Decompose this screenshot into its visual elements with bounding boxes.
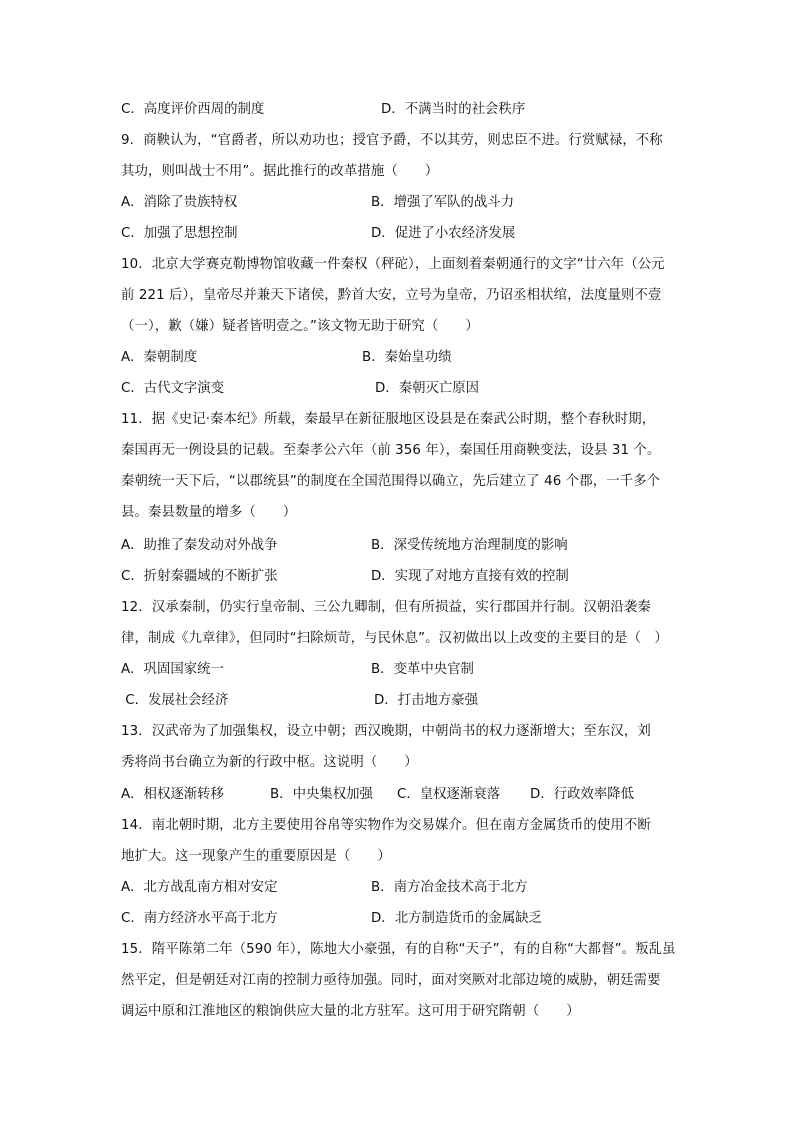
q10-option-b[interactable]: B．秦始皇功绩 <box>362 350 452 365</box>
q14-stem-line-1: 14．南北朝时期，北方主要使用谷帛等实物作为交易媒介。但在南方金属货币的使用不断 <box>121 818 651 833</box>
q13-stem-line-2: 秀将尚书台确立为新的行政中枢。这说明（ ） <box>121 755 418 770</box>
q10-options-ab <box>121 350 691 366</box>
q9-stem-line-2: 其功，则叫战士不用”。据此推行的改革措施（ ） <box>121 164 439 179</box>
q10-stem-line-2: 前 221 后），皇帝尽并兼天下诸侯，黔首大安，立号为皇帝，乃诏丞相状绾，法度量则不壹 <box>121 288 662 303</box>
q11-option-b[interactable]: B．深受传统地方治理制度的影响 <box>371 538 568 553</box>
q12-stem-line-1: 12．汉承秦制，仍实行皇帝制、三公九卿制，但有所损益，实行郡国并行制。汉朝沿袭秦 <box>121 600 651 615</box>
q11-option-d[interactable]: D．实现了对地方直接有效的控制 <box>371 569 569 584</box>
q9-option-d[interactable]: D．促进了小农经济发展 <box>371 226 516 241</box>
q15-stem-line-2: 然平定，但是朝廷对江南的控制力亟待加强。同时，面对突厥对北部边境的威胁，朝廷需要 <box>121 973 661 988</box>
q11-options-ab <box>121 538 691 554</box>
q12-option-c[interactable]: C．发展社会经济 <box>121 693 229 708</box>
q14-options-cd <box>121 911 691 927</box>
q12-stem-line-2: 律，制成《九章律》，但同时“扫除烦苛，与民休息”。汉初做出以上改变的主要目的是（ ） <box>121 631 668 646</box>
q11-option-a[interactable]: A．助推了秦发动对外战争 <box>121 538 278 553</box>
q12-options-ab <box>121 662 691 678</box>
q11-stem-line-1: 11．据《史记·秦本纪》所载，秦最早在新征服地区设县是在秦武公时期，整个春秋时期， <box>121 412 656 427</box>
q8-option-d[interactable]: D．不满当时的社会秩序 <box>381 102 526 117</box>
q15-stem-line-3: 调运中原和江淮地区的粮饷供应大量的北方驻军。这可用于研究隋朝（ ） <box>121 1004 580 1019</box>
q13-options <box>121 787 691 803</box>
q11-stem-line-3: 秦朝统一天下后，“以郡统县”的制度在全国范围得以确立，先后建立了 46 个郡，一千多个 <box>121 474 661 489</box>
q14-option-a[interactable]: A．北方战乱南方相对安定 <box>121 880 278 895</box>
q9-option-a[interactable]: A．消除了贵族特权 <box>121 195 238 210</box>
q9-option-c[interactable]: C．加强了思想控制 <box>121 226 238 241</box>
q10-option-c[interactable]: C．古代文字演变 <box>121 381 225 396</box>
q14-option-b[interactable]: B．南方冶金技术高于北方 <box>371 880 528 895</box>
q10-stem-line-3: （一），歉（嫌）疑者皆明壹之。”该文物无助于研究（ ） <box>121 319 479 334</box>
q13-option-c[interactable]: C．皇权逐渐衰落 <box>397 787 501 802</box>
q12-option-d[interactable]: D．打击地方豪强 <box>374 693 479 708</box>
q14-options-ab <box>121 880 691 896</box>
q12-options-cd <box>121 693 691 709</box>
q14-option-d[interactable]: D．北方制造货币的金属缺乏 <box>371 911 542 926</box>
q13-option-d[interactable]: D．行政效率降低 <box>530 787 635 802</box>
q11-options-cd <box>121 569 691 585</box>
q14-option-c[interactable]: C．南方经济水平高于北方 <box>121 911 278 926</box>
q9-option-b[interactable]: B．增强了军队的战斗力 <box>371 195 515 210</box>
q9-options-cd <box>121 226 691 242</box>
q14-stem-line-2: 地扩大。这一现象产生的重要原因是（ ） <box>121 849 391 864</box>
q8-option-c[interactable]: C．高度评价西周的制度 <box>121 102 265 117</box>
q12-option-b[interactable]: B．变革中央官制 <box>371 662 474 677</box>
q8-options-cd <box>121 102 691 118</box>
q10-option-a[interactable]: A．秦朝制度 <box>121 350 198 365</box>
q13-option-b[interactable]: B．中央集权加强 <box>270 787 373 802</box>
q10-stem-line-1: 10．北京大学赛克勒博物馆收藏一件秦权（秤砣），上面刻着秦朝通行的文字“廿六年（公元 <box>121 257 665 272</box>
q10-options-cd <box>121 381 691 397</box>
q11-stem-line-4: 县。秦县数量的增多（ ） <box>121 505 297 520</box>
q13-option-a[interactable]: A．相权逐渐转移 <box>121 787 224 802</box>
q13-stem-line-1: 13．汉武帝为了加强集权，设立中朝；西汉晚期，中朝尚书的权力逐渐增大；至东汉，刘 <box>121 724 651 739</box>
q11-option-c[interactable]: C．折射秦疆域的不断扩张 <box>121 569 278 584</box>
q12-option-a[interactable]: A．巩固国家统一 <box>121 662 224 677</box>
q9-options-ab <box>121 195 691 211</box>
q15-stem-line-1: 15．隋平陈第二年（590 年），陈地大小豪强，有的自称“天子”，有的自称“大都督”。叛乱虽 <box>121 942 676 957</box>
q10-option-d[interactable]: D．秦朝灭亡原因 <box>375 381 480 396</box>
q9-stem-line-1: 9．商鞅认为，“官爵者，所以劝功也；授官予爵，不以其劳，则忠臣不进。行赏赋禄，不称 <box>121 133 663 148</box>
q11-stem-line-2: 秦国再无一例设县的记载。至秦孝公六年（前 356 年），秦国任用商鞅变法，设县 31 个。 <box>121 443 661 458</box>
